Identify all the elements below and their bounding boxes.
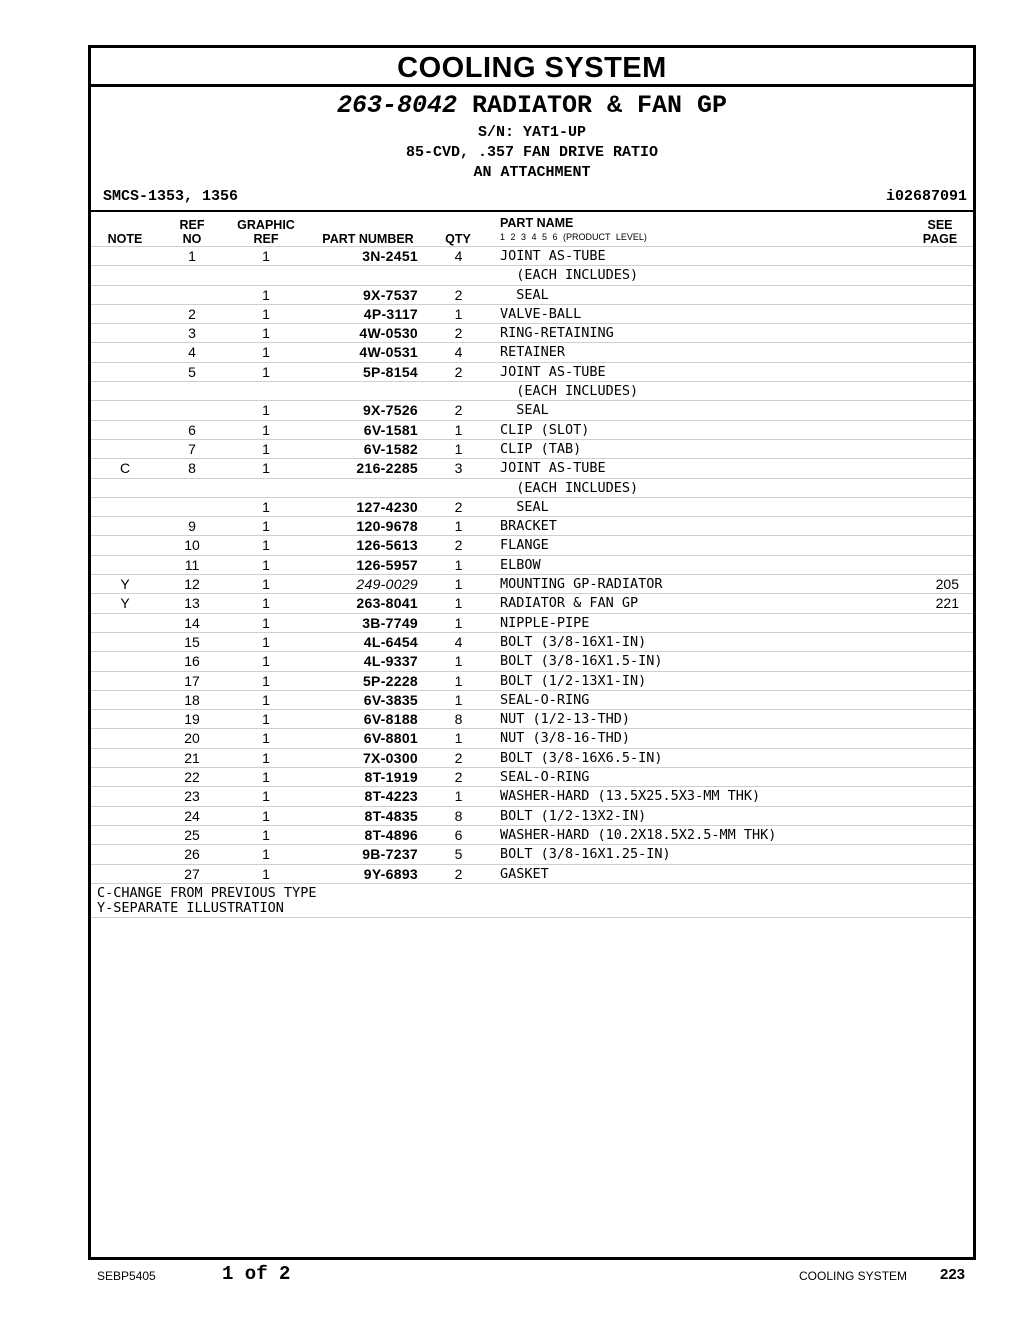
part-number-cell[interactable]: 4L-9337 <box>363 653 418 670</box>
part-number-cell[interactable]: 4L-6454 <box>363 633 418 650</box>
part-name-cell: BOLT (1/2-13X1-IN) <box>500 672 647 689</box>
quantity-cell: 8 <box>454 711 463 728</box>
graphic-ref-cell: 1 <box>262 248 270 264</box>
graphic-ref-cell: 1 <box>262 633 270 650</box>
table-row <box>91 381 973 400</box>
table-row <box>91 497 973 516</box>
graphic-ref-cell: 1 <box>262 595 270 612</box>
ref-number-cell: 17 <box>184 672 200 689</box>
quantity-cell: 1 <box>454 518 463 535</box>
part-number-cell[interactable]: 6V-8801 <box>363 730 418 747</box>
ref-number-cell: 18 <box>184 691 200 708</box>
column-header-part-number: PART NUMBER <box>322 232 414 246</box>
part-name-cell: (EACH INCLUDES) <box>500 267 639 284</box>
ref-number-cell: 20 <box>184 730 200 747</box>
part-name-cell: SEAL <box>500 402 549 419</box>
part-name-cell: GASKET <box>500 865 549 882</box>
quantity-cell: 1 <box>454 788 463 805</box>
part-number-cell[interactable]: 249-0029 <box>356 576 418 593</box>
part-number-cell[interactable]: 9X-7537 <box>362 286 418 303</box>
table-row <box>91 265 973 284</box>
ref-number-cell: 2 <box>188 305 196 322</box>
part-name-cell: VALVE-BALL <box>500 305 582 322</box>
table-row <box>91 439 973 458</box>
part-name-cell: RING-RETAINING <box>500 325 614 342</box>
smcs-codes: SMCS-1353, 1356 <box>103 188 239 205</box>
part-name-cell: CLIP (SLOT) <box>500 421 590 438</box>
ref-number-cell: 10 <box>184 537 200 554</box>
graphic-ref-cell: 1 <box>262 460 270 477</box>
column-header-part-name: PART NAME <box>500 216 574 230</box>
note-cell: C <box>119 460 131 477</box>
parts-page-frame <box>88 45 976 1260</box>
graphic-ref-cell: 1 <box>262 344 270 361</box>
part-name-cell: BOLT (3/8-16X1.5-IN) <box>500 653 663 670</box>
graphic-ref-cell: 1 <box>262 865 270 882</box>
ref-number-cell: 1 <box>188 248 196 264</box>
part-name-cell: SEAL-O-RING <box>500 691 590 708</box>
table-row <box>91 574 973 593</box>
quantity-cell: 4 <box>454 633 463 650</box>
part-number-cell[interactable]: 8T-4223 <box>364 788 418 805</box>
quantity-cell: 4 <box>454 248 463 264</box>
ref-number-cell: 16 <box>184 653 200 670</box>
group-description-line: AN ATTACHMENT <box>473 164 591 181</box>
ref-number-cell: 21 <box>184 749 200 766</box>
quantity-cell: 1 <box>454 730 463 747</box>
ref-number-cell: 19 <box>184 711 200 728</box>
ref-number-cell: 9 <box>188 518 196 535</box>
part-name-cell: BOLT (3/8-16X6.5-IN) <box>500 749 663 766</box>
part-name-cell: SEAL <box>500 498 549 515</box>
graphic-ref-cell: 1 <box>262 807 270 824</box>
part-name-cell: NIPPLE-PIPE <box>500 614 590 631</box>
quantity-cell: 1 <box>454 440 463 457</box>
ref-number-cell: 11 <box>184 556 200 573</box>
part-number-cell[interactable]: 4W-0531 <box>359 344 418 361</box>
ref-number-cell: 5 <box>188 363 196 380</box>
ref-number-cell: 22 <box>184 769 200 786</box>
graphic-ref-cell: 1 <box>262 653 270 670</box>
quantity-cell: 1 <box>454 691 463 708</box>
part-number-cell[interactable]: 6V-3835 <box>363 691 418 708</box>
graphic-ref-cell: 1 <box>262 363 270 380</box>
header-divider <box>91 210 973 212</box>
graphic-ref-cell: 1 <box>262 672 270 689</box>
table-row <box>91 593 973 612</box>
table-row <box>91 671 973 690</box>
part-number-cell[interactable]: 127-4230 <box>356 498 418 515</box>
quantity-cell: 2 <box>454 325 463 342</box>
ref-number-cell: 15 <box>184 633 200 650</box>
part-number-cell[interactable]: 216-2285 <box>356 460 418 477</box>
table-row <box>91 613 973 632</box>
ref-number-cell: 12 <box>184 576 200 593</box>
table-row <box>91 709 973 728</box>
part-name-cell: RADIATOR & FAN GP <box>500 595 639 612</box>
table-row <box>91 632 973 651</box>
part-name-cell: CLIP (TAB) <box>500 440 582 457</box>
part-name-cell: SEAL-O-RING <box>500 769 590 786</box>
group-title <box>91 92 973 120</box>
quantity-cell: 4 <box>454 344 463 361</box>
quantity-cell: 1 <box>454 305 463 322</box>
quantity-cell: 2 <box>454 769 463 786</box>
graphic-ref-cell: 1 <box>262 826 270 843</box>
quantity-cell: 8 <box>454 807 463 824</box>
graphic-ref-cell: 1 <box>262 556 270 573</box>
quantity-cell: 2 <box>454 537 463 554</box>
ref-number-cell: 26 <box>184 846 200 863</box>
part-number-cell[interactable]: 5P-2228 <box>362 672 418 689</box>
quantity-cell: 2 <box>454 498 463 515</box>
table-row <box>91 535 973 554</box>
part-name-cell: NUT (1/2-13-THD) <box>500 711 631 728</box>
quantity-cell: 2 <box>454 286 463 303</box>
quantity-cell: 1 <box>454 576 463 593</box>
table-row <box>91 844 973 863</box>
part-name-cell: RETAINER <box>500 344 566 361</box>
part-name-cell: MOUNTING GP-RADIATOR <box>500 576 663 593</box>
ref-number-cell: 14 <box>184 614 200 631</box>
table-row <box>91 246 973 265</box>
note-cell: Y <box>120 595 130 612</box>
part-number-cell[interactable]: 6V-8188 <box>363 711 418 728</box>
part-name-cell: JOINT AS-TUBE <box>500 460 606 477</box>
ref-number-cell: 23 <box>184 788 200 805</box>
ref-number-cell: 3 <box>188 325 196 342</box>
quantity-cell: 1 <box>454 653 463 670</box>
column-header-see-page: SEE PAGE <box>922 218 958 246</box>
quantity-cell: 2 <box>454 363 463 380</box>
graphic-ref-cell: 1 <box>262 730 270 747</box>
legend-line: C-CHANGE FROM PREVIOUS TYPE <box>97 884 317 901</box>
graphic-ref-cell: 1 <box>262 440 270 457</box>
column-header-graphic-ref: GRAPHIC REF <box>237 218 295 246</box>
graphic-ref-cell: 1 <box>262 769 270 786</box>
graphic-ref-cell: 1 <box>262 576 270 593</box>
quantity-cell: 2 <box>454 865 463 882</box>
part-number-cell[interactable]: 4W-0530 <box>359 325 418 342</box>
part-number-cell[interactable]: 5P-8154 <box>362 363 418 380</box>
part-name-cell: NUT (3/8-16-THD) <box>500 730 631 747</box>
graphic-ref-cell: 1 <box>262 402 270 419</box>
part-number-cell[interactable]: 6V-1582 <box>363 440 418 457</box>
graphic-ref-cell: 1 <box>262 518 270 535</box>
table-row <box>91 285 973 304</box>
graphic-ref-cell: 1 <box>262 286 270 303</box>
part-name-cell: BRACKET <box>500 518 557 535</box>
column-header-qty: QTY <box>445 232 471 246</box>
table-row <box>91 786 973 805</box>
graphic-ref-cell: 1 <box>262 846 270 863</box>
table-row <box>91 478 973 497</box>
table-row <box>91 342 973 361</box>
part-number-cell[interactable]: 9X-7526 <box>362 402 418 419</box>
part-name-cell: JOINT AS-TUBE <box>500 363 606 380</box>
quantity-cell: 1 <box>454 595 463 612</box>
quantity-cell: 1 <box>454 556 463 573</box>
ref-number-cell: 4 <box>188 344 196 361</box>
table-row <box>91 304 973 323</box>
part-name-cell: WASHER-HARD (10.2X18.5X2.5-MM THK) <box>500 826 777 843</box>
product-level-scale: 1 2 3 4 5 6 (PRODUCT LEVEL) <box>500 232 647 242</box>
legend-line: Y-SEPARATE ILLUSTRATION <box>97 899 284 916</box>
part-number-cell[interactable]: 9B-7237 <box>362 846 418 863</box>
table-row <box>91 555 973 574</box>
see-page-cell[interactable]: 205 <box>935 576 959 593</box>
table-row <box>91 458 973 477</box>
graphic-ref-cell: 1 <box>262 537 270 554</box>
table-row <box>91 806 973 825</box>
see-page-cell[interactable]: 221 <box>935 595 959 612</box>
table-row <box>91 420 973 439</box>
group-part-number[interactable]: 263-8042 <box>336 91 457 120</box>
graphic-ref-cell: 1 <box>262 325 270 342</box>
section-title: COOLING SYSTEM <box>91 48 973 87</box>
table-row <box>91 825 973 844</box>
graphic-ref-cell: 1 <box>262 749 270 766</box>
footer-section-name: COOLING SYSTEM <box>799 1269 908 1283</box>
quantity-cell: 1 <box>454 614 463 631</box>
group-name: RADIATOR & FAN GP <box>472 91 728 120</box>
table-row <box>91 748 973 767</box>
column-header-note: NOTE <box>107 232 143 246</box>
graphic-ref-cell: 1 <box>262 711 270 728</box>
part-name-cell: BOLT (1/2-13X2-IN) <box>500 807 647 824</box>
ref-number-cell: 13 <box>184 595 200 612</box>
graphic-ref-cell: 1 <box>262 305 270 322</box>
part-name-cell: WASHER-HARD (13.5X25.5X3-MM THK) <box>500 788 761 805</box>
ref-number-cell: 8 <box>188 460 196 477</box>
part-number-cell[interactable]: 126-5957 <box>356 556 418 573</box>
part-number-cell[interactable]: 6V-1581 <box>363 421 418 438</box>
quantity-cell: 1 <box>454 421 463 438</box>
part-name-cell: BOLT (3/8-16X1-IN) <box>500 633 647 650</box>
quantity-cell: 3 <box>454 460 463 477</box>
quantity-cell: 2 <box>454 749 463 766</box>
quantity-cell: 1 <box>454 672 463 689</box>
table-row <box>91 323 973 342</box>
graphic-ref-cell: 1 <box>262 614 270 631</box>
quantity-cell: 2 <box>454 402 463 419</box>
table-row <box>91 516 973 535</box>
part-name-cell: ELBOW <box>500 556 541 573</box>
part-name-cell: SEAL <box>500 286 549 303</box>
part-number-cell[interactable]: 4P-3117 <box>363 305 418 322</box>
part-name-cell: FLANGE <box>500 537 549 554</box>
ref-number-cell: 6 <box>188 421 196 438</box>
illustration-id: i02687091 <box>885 188 967 205</box>
note-cell: Y <box>120 576 130 593</box>
quantity-cell: 6 <box>454 826 463 843</box>
document-number: SEBP5405 <box>97 1269 156 1283</box>
table-row <box>91 400 973 419</box>
ref-number-cell: 27 <box>184 865 200 882</box>
table-row <box>91 864 973 883</box>
quantity-cell: 5 <box>454 846 463 863</box>
ref-number-cell: 24 <box>184 807 200 824</box>
column-header-ref: REF NO <box>179 218 205 246</box>
part-name-cell: (EACH INCLUDES) <box>500 479 639 496</box>
ref-number-cell: 7 <box>188 440 196 457</box>
part-name-cell: BOLT (3/8-16X1.25-IN) <box>500 846 671 863</box>
page-of-indicator: 1 of 2 <box>222 1263 291 1285</box>
part-number-cell[interactable]: 263-8041 <box>356 595 418 612</box>
part-number-cell[interactable]: 7X-0300 <box>362 749 418 766</box>
part-number-cell[interactable]: 3N-2451 <box>362 248 418 264</box>
table-row <box>91 651 973 670</box>
table-row <box>91 767 973 786</box>
notes-legend <box>91 883 973 918</box>
graphic-ref-cell: 1 <box>262 691 270 708</box>
ref-number-cell: 25 <box>184 826 200 843</box>
serial-number-range: S/N: YAT1-UP <box>477 124 587 141</box>
table-row <box>91 690 973 709</box>
group-description-line: 85-CVD, .357 FAN DRIVE RATIO <box>405 144 659 161</box>
table-row <box>91 362 973 381</box>
part-number-cell[interactable]: 120-9678 <box>356 518 418 535</box>
parts-table <box>91 246 973 918</box>
page-number: 223 <box>940 1266 966 1283</box>
part-number-cell[interactable]: 126-5613 <box>356 537 418 554</box>
part-number-cell[interactable]: 8T-1919 <box>364 769 418 786</box>
graphic-ref-cell: 1 <box>262 421 270 438</box>
part-number-cell[interactable]: 9Y-6893 <box>363 865 418 882</box>
part-number-cell[interactable]: 3B-7749 <box>362 614 418 631</box>
graphic-ref-cell: 1 <box>262 498 270 515</box>
part-name-cell: JOINT AS-TUBE <box>500 248 606 264</box>
part-name-cell: (EACH INCLUDES) <box>500 383 639 400</box>
part-number-cell[interactable]: 8T-4835 <box>364 807 418 824</box>
table-row <box>91 728 973 747</box>
part-number-cell[interactable]: 8T-4896 <box>364 826 418 843</box>
graphic-ref-cell: 1 <box>262 788 270 805</box>
